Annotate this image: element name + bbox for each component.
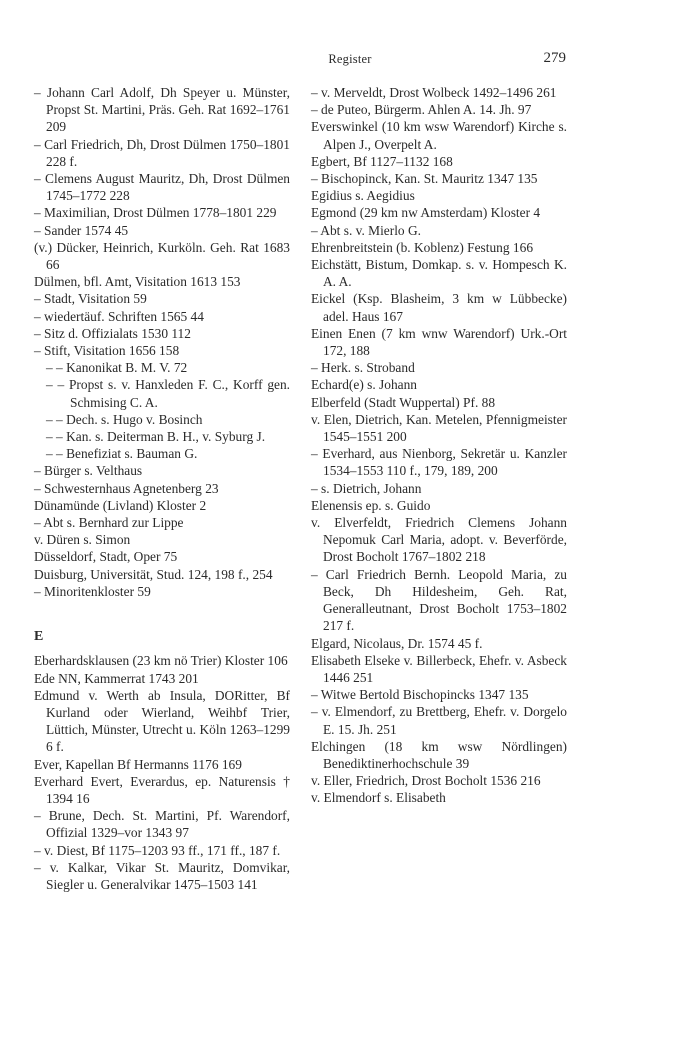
index-entry: – Carl Friedrich Bernh. Leopold Maria, zu Beck, Dh Hildesheim, Geh. Rat, Generalleutnant, Drost Bocholt 1753–1802 217 f. [311,566,567,634]
index-entry: v. Elverfeldt, Friedrich Clemens Johann Nepomuk Carl Maria, adopt. v. Beverförde, Drost Bocholt 1767–1802 218 [311,515,567,565]
index-entry: Ehrenbreitstein (b. Koblenz) Festung 166 [311,239,534,255]
index-entry: – v. Kalkar, Vikar St. Mauritz, Domvikar, Siegler u. Generalvikar 1475–1503 141 [34,859,290,892]
index-entry: – – Benefiziat s. Bauman G. [46,446,198,462]
index-entry: v. Elmendorf s. Elisabeth [311,790,446,806]
section-letter-heading: E [34,629,44,645]
index-entry: – – Dech. s. Hugo v. Bosinch [46,411,203,427]
index-entry: v. Elen, Dietrich, Kan. Metelen, Pfennigmeister 1545–1551 200 [311,411,567,445]
index-entry: – Carl Friedrich, Dh, Drost Dülmen 1750–1801 228 f. [34,136,290,169]
index-entry: Everhard Evert, Everardus, ep. Naturensis † 1394 16 [34,773,290,806]
index-entry: Elenensis ep. s. Guido [311,497,431,513]
index-entry: Echard(e) s. Johann [311,377,417,393]
index-entry: – Bischopinck, Kan. St. Mauritz 1347 135 [311,171,538,187]
index-entry: v. Düren s. Simon [34,532,131,548]
index-entry: – Sander 1574 45 [34,222,129,238]
index-entry: – Schwesternhaus Agnetenberg 23 [34,480,219,496]
index-entry: Dünamünde (Livland) Kloster 2 [34,497,207,513]
index-entry: Elberfeld (Stadt Wuppertal) Pf. 88 [311,394,496,410]
index-entry: v. Eller, Friedrich, Drost Bocholt 1536 216 [311,773,541,789]
index-entry: (v.) Dücker, Heinrich, Kurköln. Geh. Rat 1683 66 [34,239,290,273]
index-entry: – Sitz d. Offizialats 1530 112 [34,325,191,341]
index-entry: Einen Enen (7 km wnw Warendorf) Urk.-Ort 172, 188 [311,325,567,359]
index-entry: Duisburg, Universität, Stud. 124, 198 f., 254 [34,566,273,582]
index-entry: – de Puteo, Bürgerm. Ahlen A. 14. Jh. 97 [311,102,532,118]
index-entry: Eickel (Ksp. Blasheim, 3 km w Lübbecke) adel. Haus 167 [311,291,567,324]
index-entry: – Stift, Visitation 1656 158 [34,343,180,359]
index-entry: Edmund v. Werth ab Insula, DORitter, Bf Kurland oder Wierland, Weihbf Trier, Lüttich, Münster, Utrecht u. Köln 1263–1299 6 f. [34,687,290,755]
index-entry: – Everhard, aus Nienborg, Sekretär u. Kanzler 1534–1553 110 f., 179, 189, 200 [311,446,567,479]
index-entry: – – Propst s. v. Hanxleden F. C., Korff gen. Schmising C. A. [46,377,290,410]
page-number: 279 [543,50,566,66]
index-entry: Ever, Kapellan Bf Hermanns 1176 169 [34,756,242,772]
index-entry: – – Kan. s. Deiterman B. H., v. Syburg J. [46,429,266,445]
index-entry: – Abt s. v. Mierlo G. [311,222,421,238]
index-entry: – Herk. s. Stroband [311,360,415,376]
index-entry: – Minoritenkloster 59 [34,583,151,599]
index-entry: – s. Dietrich, Johann [311,480,422,496]
index-entry: Elgard, Nicolaus, Dr. 1574 45 f. [311,635,483,651]
index-entry: Ede NN, Kammerrat 1743 201 [34,670,199,686]
index-entry: Dülmen, bfl. Amt, Visitation 1613 153 [34,274,241,290]
index-entry: – – Kanonikat B. M. V. 72 [46,360,188,376]
index-entry: Elisabeth Elseke v. Billerbeck, Ehefr. v. Asbeck 1446 251 [311,652,567,685]
index-entry: – v. Elmendorf, zu Brettberg, Ehefr. v. Dorgelo E. 15. Jh. 251 [311,704,567,737]
index-entry: – Johann Carl Adolf, Dh Speyer u. Münster, Propst St. Martini, Präs. Geh. Rat 1692–1761 209 [34,85,290,135]
index-entry: – Abt s. Bernhard zur Lippe [34,515,184,531]
running-head: Register [328,52,372,66]
index-entry: – Witwe Bertold Bischopincks 1347 135 [311,687,529,703]
index-entry: – Bürger s. Velthaus [34,463,143,479]
index-entry: – wiedertäuf. Schriften 1565 44 [34,308,204,324]
index-entry: Eberhardsklausen (23 km nö Trier) Kloster 106 [34,653,288,669]
index-entry: – v. Diest, Bf 1175–1203 93 ff., 171 ff., 187 f. [34,842,281,858]
index-entry: – Stadt, Visitation 59 [34,291,147,307]
index-entry: Egidius s. Aegidius [311,188,415,204]
index-entry: – Clemens August Mauritz, Dh, Drost Dülmen 1745–1772 228 [34,171,290,204]
index-entry: – Maximilian, Drost Dülmen 1778–1801 229 [34,205,277,221]
index-entry: – Brune, Dech. St. Martini, Pf. Warendorf, Offizial 1329–vor 1343 97 [34,808,290,841]
index-entry: Eichstätt, Bistum, Domkap. s. v. Hompesch K. A. A. [311,257,567,290]
index-column-left [34,84,290,893]
index-entry: Egmond (29 km nw Amsterdam) Kloster 4 [311,205,541,221]
index-entry: – v. Merveldt, Drost Wolbeck 1492–1496 261 [311,85,557,100]
index-entry: Elchingen (18 km wsw Nördlingen) Benediktinerhochschule 39 [311,738,567,771]
index-entry: Everswinkel (10 km wsw Warendorf) Kirche s. Alpen J., Overpelt A. [311,119,567,152]
index-column-right [311,84,567,807]
index-entry: Egbert, Bf 1127–1132 168 [311,153,453,169]
index-entry: Düsseldorf, Stadt, Oper 75 [34,549,178,565]
